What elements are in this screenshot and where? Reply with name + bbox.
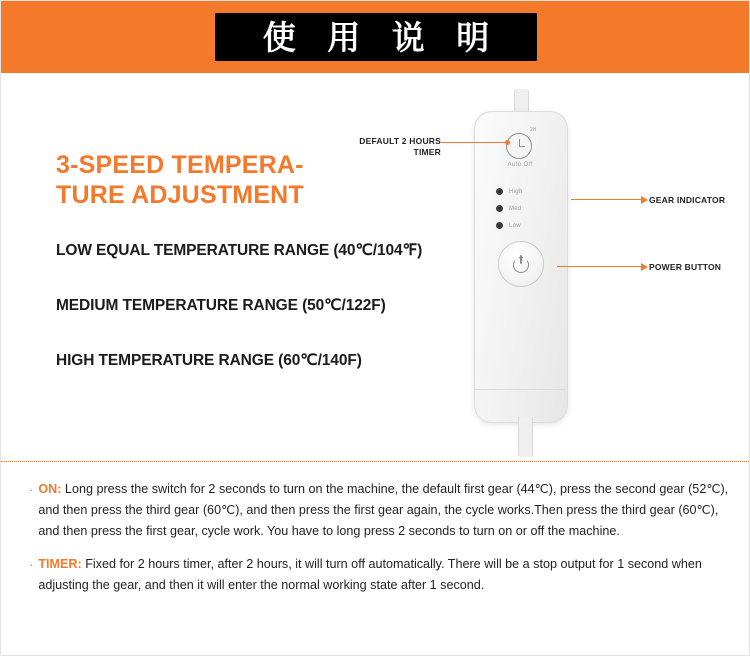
note-text-on: Long press the switch for 2 seconds to turn on the machine, the default first gear (44℃), press the second gear (52℃), and then press the third gear (60℃), and then press the first gear again, the cycle works.Then press the third gear (60℃), and then press the first gear, cycle work. You have to long press 2 seconds to turn on or off the machine. (38, 482, 729, 538)
header-title-plate (215, 13, 537, 61)
controller-seam (474, 389, 566, 390)
indicator-dot-icon (496, 222, 503, 229)
callout-arrow-power-icon (641, 263, 648, 271)
timer-caption: Auto Off (507, 162, 533, 168)
callout-arrow-gear-icon (641, 196, 648, 204)
note-body (38, 554, 729, 596)
indicator-dot-icon (496, 205, 503, 212)
power-icon (513, 255, 531, 273)
gear-indicator-low (496, 217, 556, 234)
gear-indicator-medium (496, 200, 556, 217)
note-bullet: · (29, 482, 34, 497)
indicator-dot-icon (496, 188, 503, 195)
headline: 3-SPEED TEMPERA-TURE ADJUSTMENT (56, 151, 304, 209)
cord-bottom (518, 417, 533, 457)
note-body (38, 479, 729, 542)
gear-indicator-group (496, 183, 556, 234)
timer-sub-label: 2H (530, 127, 537, 133)
callout-leader-gear (571, 199, 643, 200)
temperature-spec-list (56, 241, 423, 406)
callout-label-gear: GEAR INDICATOR (649, 195, 726, 205)
note-key-on: ON: (38, 482, 62, 496)
spec-medium: MEDIUM TEMPERATURE RANGE (50℃/122F) (56, 297, 386, 314)
section-divider (1, 461, 750, 463)
callout-leader-power (557, 266, 643, 267)
callout-dot-timer (505, 140, 510, 145)
callout-label-power: POWER BUTTON (649, 262, 722, 272)
note-key-timer: TIMER: (38, 557, 82, 571)
callout-leader-timer (441, 142, 509, 143)
gear-label-medium: Med (509, 205, 522, 212)
note-bullet: · (29, 557, 34, 572)
callout-label-timer: DEFAULT 2 HOURS TIMER (359, 136, 441, 158)
gear-label-low: Low (509, 222, 521, 229)
power-button[interactable] (498, 241, 544, 287)
header-bar (1, 1, 750, 73)
spec-low: LOW EQUAL TEMPERATURE RANGE (40℃/104℉) (56, 242, 423, 259)
gear-indicator-high (496, 183, 556, 200)
note-on (29, 479, 729, 542)
notes-section (29, 479, 729, 608)
note-timer (29, 554, 729, 596)
clock-icon (506, 133, 532, 159)
note-text-timer: Fixed for 2 hours timer, after 2 hours, it will turn off automatically. There will be a stop output for 1 second when adjusting the gear, and then it will enter the normal working state after 1 second. (38, 557, 702, 592)
page-title: 使 用 说 明 (262, 17, 500, 57)
gear-label-high: High (509, 188, 523, 195)
spec-high: HIGH TEMPERATURE RANGE (60℃/140F) (56, 352, 362, 369)
